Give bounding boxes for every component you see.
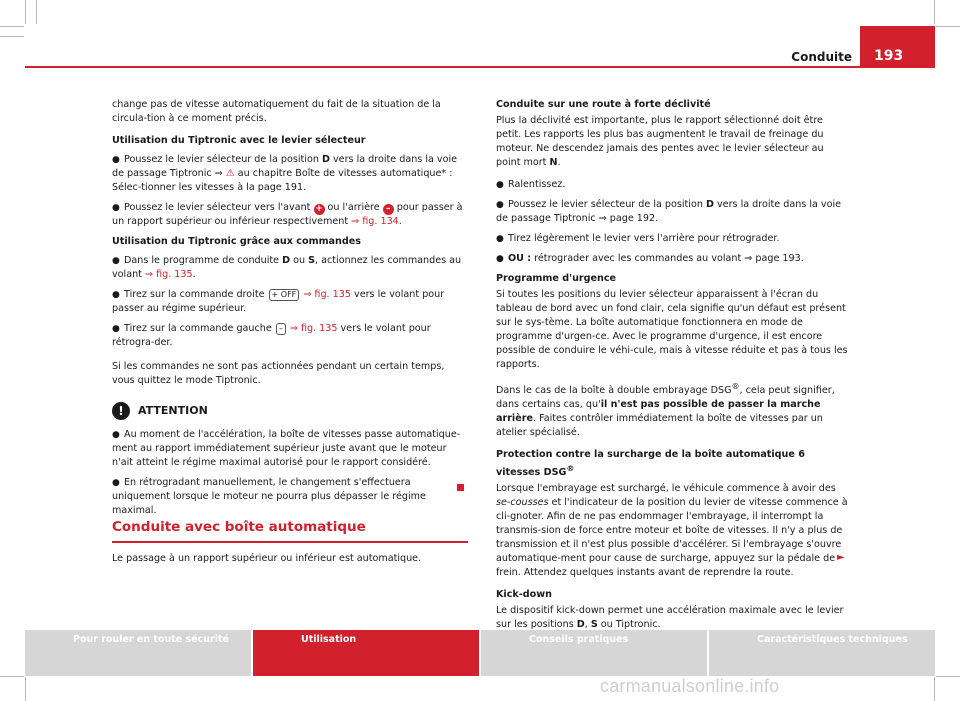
list-item: ● Poussez le levier sélecteur de la position D vers la droite dans la voie de passage Tiptronic ⇒ ⚠ au chapitre Boîte de vitesses automatique* : Sélec-tionner les vitesses à la page 191.	[112, 154, 458, 193]
end-square-icon	[457, 484, 464, 491]
section-heading: Protection contre la surcharge de la boîte automatique 6 vitesses DSG®	[496, 449, 805, 479]
watermark: carmanualsonline.info	[600, 676, 780, 696]
page-title: Conduite	[791, 50, 852, 64]
minus-circle-icon: –	[383, 204, 394, 215]
bullet-icon: ●	[112, 203, 120, 213]
figure-reference-link[interactable]: ⇒ fig. 134	[351, 216, 399, 227]
list-item: ● Ralentissez.	[496, 179, 566, 190]
crop-mark	[936, 676, 960, 677]
list-item: ● Tirez sur la commande droite + OFF ⇒ fig. 135 vers le volant pour passer au régime supérieur.	[112, 289, 445, 314]
bullet-icon: ●	[496, 234, 504, 244]
right-column	[496, 98, 850, 640]
paragraph: Si les commandes ne sont pas actionnées pendant un certain temps, vous quittez le mode Tiptronic.	[112, 361, 445, 386]
minus-key-icon: –	[276, 323, 286, 335]
intro-text: change pas de vitesse automatiquement du fait de la situation de la circula-tion à ce moment précis.	[112, 99, 441, 124]
warning-triangle-icon: ⚠	[225, 168, 235, 179]
crop-mark	[25, 677, 26, 701]
bullet-icon: ●	[112, 324, 120, 334]
paragraph: Le dispositif kick-down permet une accélération maximale avec le levier sur les positions D, S ou Tiptronic.	[496, 605, 844, 631]
bullet-icon: ●	[112, 478, 120, 488]
paragraph: Lorsque l'embrayage est surchargé, le véhicule commence à avoir des se-cousses et l'indicateur de la position du levier de vitesse commence à cli-gnoter. Afin de ne pas endommager l'embrayage, il interrompt la transmis-sion de force entre moteur et boîte de vitesses. Il n'y a plus de transmission et il n'est plus possible d'accélérer. Si l'embrayage s'ouvre automatique-ment pour cause de surcharge, appuyez sur la pédale de frein. Attendez quelques instants avant de reprendre la route.	[496, 483, 848, 579]
list-item: ● Au moment de l'accélération, la boîte de vitesses passe automatique-ment au rapport immédiatement supérieur juste avant que le moteur n'ait atteint le régime maximal autorisé pour le rapport considéré.	[112, 429, 461, 468]
bullet-icon: ●	[496, 254, 504, 264]
section-heading: Utilisation du Tiptronic grâce aux commandes	[112, 236, 361, 247]
bullet-icon: ●	[496, 200, 504, 210]
section-title: Conduite avec boîte automatique	[112, 519, 468, 543]
exclamation-icon: !	[112, 402, 130, 420]
list-item: ● Tirez légèrement le levier vers l'arrière pour rétrograder.	[496, 233, 780, 244]
plus-off-key-icon: + OFF	[269, 289, 300, 301]
bullet-icon: ●	[112, 430, 120, 440]
continue-arrow-icon: ►	[837, 552, 845, 563]
section-text: Le passage à un rapport supérieur ou inférieur est automatique.	[112, 553, 422, 564]
list-item: ● Poussez le levier sélecteur de la position D vers la droite dans la voie de passage Tiptronic ⇒ page 192.	[496, 199, 842, 224]
list-item: ● Poussez le levier sélecteur vers l'avant + ou l'arrière – pour passer à un rapport supérieur ou inférieur respectivement ⇒ fig. 134.	[112, 202, 463, 227]
list-item: ● En rétrogradant manuellement, le changement s'effectuera uniquement lorsque le moteur ne pourra plus dépasser le régime maximal.	[112, 477, 426, 516]
crop-mark	[0, 36, 24, 37]
section-heading: Kick-down	[496, 589, 552, 601]
footer-tab-operation[interactable]: Utilisation	[253, 630, 479, 676]
paragraph: Si toutes les positions du levier sélecteur apparaissent à l'écran du tableau de bord avec un fond clair, cela signifie qu'un défaut est présent sur le sys-tème. La boîte automatique fonctionnera en mode de programme d'urgen-ce. Avec le programme d'urgence, il est encore possible de conduire le véhi-cule, mais à vitesse réduite et pas à tous les rapports.	[496, 289, 848, 370]
crop-mark	[0, 676, 24, 677]
paragraph: Plus la déclivité est importante, plus le rapport sélectionné doit être petit. Les rapports les plus bas augmentent le travail de freinage du moteur. Ne descendez jamais des pentes avec le levier sélecteur au point mort N.	[496, 115, 824, 168]
footer-tab-tips[interactable]: Conseils pratiques	[481, 630, 707, 676]
bullet-icon: ●	[112, 256, 120, 266]
crop-mark	[36, 0, 37, 24]
attention-box	[112, 402, 467, 420]
footer-nav	[25, 630, 935, 676]
crop-mark	[25, 0, 26, 24]
crop-mark	[934, 0, 935, 24]
section-heading: Conduite sur une route à forte déclivité	[496, 99, 711, 110]
section-heading: Programme d'urgence	[496, 273, 617, 284]
crop-mark	[0, 26, 24, 27]
list-item: ● OU : rétrograder avec les commandes au volant ⇒ page 193.	[496, 253, 804, 264]
crop-mark	[934, 677, 935, 701]
section-heading: Utilisation du Tiptronic avec le levier sélecteur	[112, 135, 366, 146]
list-item: ● Dans le programme de conduite D ou S, actionnez les commandes au volant ⇒ fig. 135.	[112, 255, 462, 280]
list-item: ● Tirez sur la commande gauche – ⇒ fig. 135 vers le volant pour rétrogra-der.	[112, 323, 431, 348]
crop-mark	[936, 26, 960, 27]
figure-reference-link[interactable]: ⇒ fig. 135	[300, 289, 351, 300]
plus-circle-icon: +	[315, 204, 323, 214]
figure-reference-link[interactable]: ⇒ fig. 135	[144, 269, 193, 280]
figure-reference-link[interactable]: ⇒ fig. 135	[286, 323, 338, 334]
bullet-icon: ●	[112, 290, 120, 300]
bullet-icon: ●	[496, 180, 504, 190]
footer-tab-safety[interactable]: Pour rouler en toute sécurité	[25, 630, 251, 676]
page-number: 193	[860, 26, 935, 66]
left-column	[112, 98, 467, 524]
paragraph: Dans le cas de la boîte à double embrayage DSG®, cela peut signifier, dans certains cas, qu'il n'est pas possible de passer la marche arrière. Faites contrôler immédiatement la boîte de vitesses par un atelier spécialisé.	[496, 382, 835, 439]
bullet-icon: ●	[112, 155, 120, 165]
header-rule	[25, 66, 935, 68]
footer-tab-technical[interactable]: Caractéristiques techniques	[709, 630, 935, 676]
attention-title: ATTENTION	[138, 404, 208, 417]
